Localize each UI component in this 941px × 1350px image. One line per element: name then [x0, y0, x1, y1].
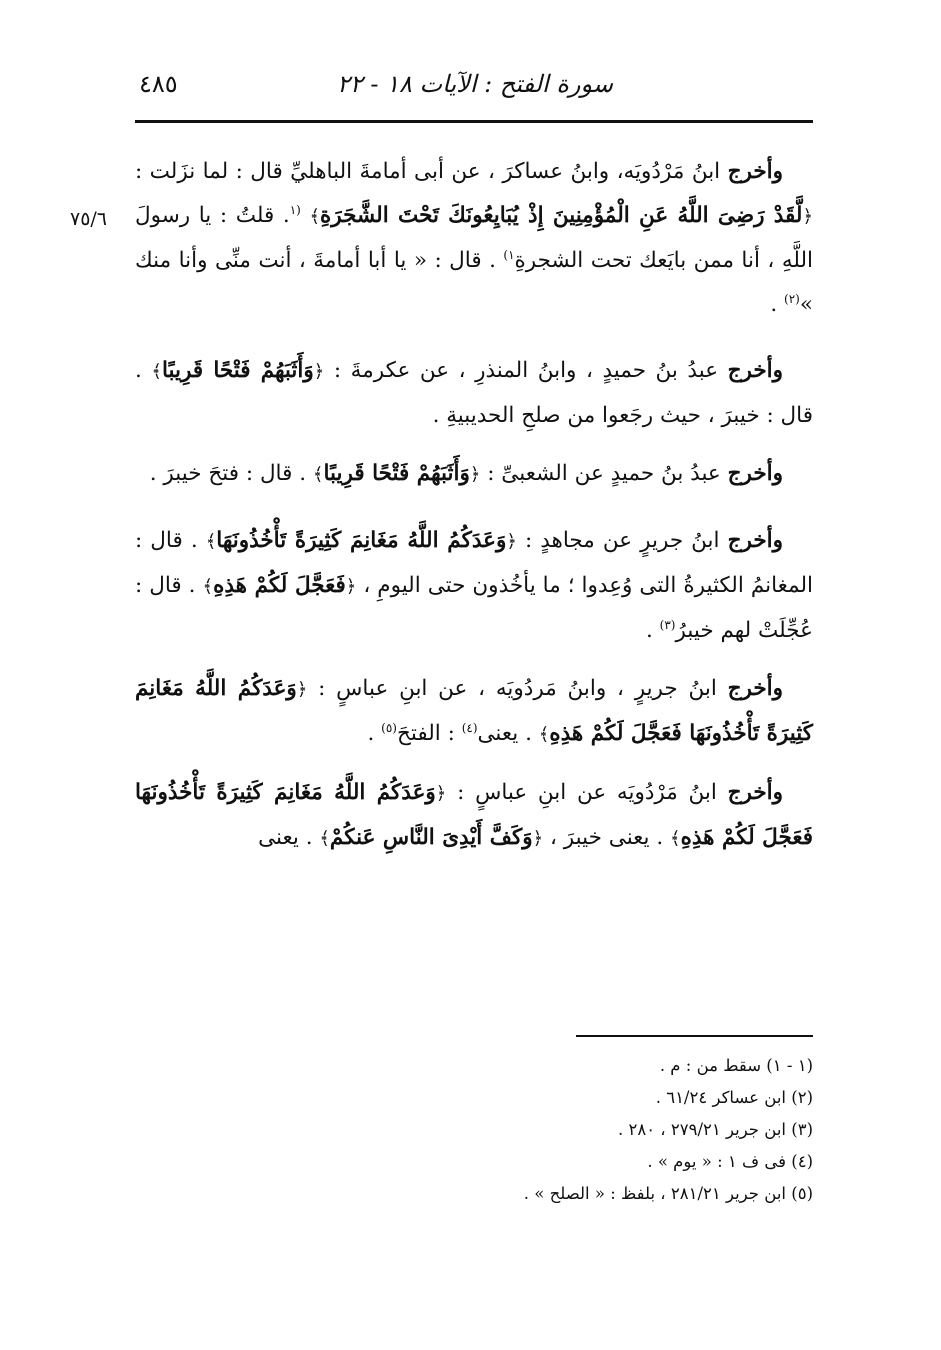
footnotes [135, 1050, 813, 1210]
verse-text: لَّقَدْ رَضِىَ اللَّهُ عَنِ الْمُؤْمِنِينَ إِذْ يُبَايِعُونَكَ تَحْتَ الشَّجَرَةِ [319, 203, 803, 228]
margin-reference: ٧٥/٦ [70, 208, 108, 230]
paragraph-6 [135, 771, 813, 861]
paragraph-3 [135, 452, 813, 497]
verse-ornament-close: ﴾ [670, 828, 681, 849]
footnote-marker: (١ [289, 202, 301, 217]
footnote-4: (٤) فى ف ١ : « يوم » . [647, 1152, 813, 1171]
paragraph-4 [135, 519, 813, 653]
footnote-rule [576, 1035, 813, 1037]
paragraph-text: . قال : خيبرَ ، حيث رجَعوا من صلحِ الحديبيةِ . [135, 358, 813, 428]
paragraph-text: ابنُ جريرٍ عن مجاهدٍ : [524, 528, 720, 553]
verse-text: وَكَفَّ أَيْدِىَ النَّاسِ عَنكُمْ [329, 825, 533, 850]
verse-ornament-close: ﴾ [151, 361, 162, 382]
quran-verse [313, 461, 480, 486]
page-number: ٤٨٥ [139, 70, 178, 98]
verse-ornament-open: ﴿ [296, 679, 308, 700]
verse-ornament-open: ﴿ [469, 464, 481, 485]
paragraph-text: : الفتحَ [396, 721, 455, 746]
verse-text: وَعَدَكُمُ اللَّهُ مَغَانِمَ كَثِيرَةً تَأْخُذُونَهَا فَعَجَّلَ لَكُمْ هَذِهِ [135, 780, 813, 850]
paragraph-text: . [645, 618, 653, 643]
verse-ornament-open: ﴿ [532, 828, 544, 849]
paragraph-text: عبدُ بنُ حميدٍ ، وابنُ المنذرِ ، عن عكرمةَ : [333, 358, 719, 383]
footnote-2: (٢) ابن عساكر ٦١/٢٤ . [655, 1088, 813, 1107]
footnote-3: (٣) ابن جرير ٢٧٩/٢١ ، ٢٨٠ . [617, 1120, 813, 1139]
paragraph-1 [135, 150, 813, 327]
quran-verse [309, 203, 813, 228]
footnote-1: (١ - ١) سقط من : م . [659, 1056, 813, 1075]
running-title: سورة الفتح : الآيات ١٨ - ٢٢ [336, 70, 613, 98]
paragraph-lead: وأخرج [727, 528, 783, 553]
verse-ornament-open: ﴿ [802, 206, 813, 227]
footnote-5: (٥) ابن جرير ٢٨١/٢١ ، بلفظ : « الصلح » . [523, 1184, 813, 1203]
paragraph-text: . قلتُ : يا رسولَ اللَّهِ ، أنا ممن بايَعك تحت الشجرةِ [135, 203, 813, 273]
paragraph-lead: وأخرج [727, 358, 783, 383]
header-rule [135, 120, 813, 123]
verse-ornament-open: ﴿ [435, 783, 447, 804]
footnote-marker: (٤) [461, 720, 478, 735]
paragraph-2 [135, 349, 813, 438]
quran-verse [206, 528, 517, 553]
verse-ornament-open: ﴿ [345, 576, 357, 597]
verse-ornament-close: ﴾ [309, 206, 320, 227]
paragraph-text: . قال : المغانمُ الكثيرةُ التى وُعِدوا ؛ ما يأخُذون حتى اليومِ ، [135, 528, 813, 598]
main-text [135, 150, 813, 861]
paragraph-text: . يعنى [258, 825, 313, 850]
footnote-marker: (٣) [659, 617, 676, 632]
paragraph-lead: وأخرج [727, 676, 784, 701]
paragraph-text: . [770, 292, 778, 317]
verse-text: وَأَثَبَهُمْ فَتْحًا قَرِيبًا [323, 461, 470, 486]
verse-ornament-close: ﴾ [312, 464, 324, 485]
paragraph-text: . قال : عُجِّلَتْ لهم خيبرُ [135, 573, 813, 643]
verse-ornament-open: ﴿ [506, 531, 517, 552]
quran-verse [151, 358, 324, 383]
paragraph-lead: وأخرج [727, 780, 783, 805]
verse-text: وَعَدَكُمُ اللَّهُ مَغَانِمَ كَثِيرَةً تَأْخُذُونَهَا فَعَجَّلَ لَكُمْ هَذِهِ [135, 676, 813, 746]
paragraph-text: ابنُ مَرْدُويَه عن ابنِ عباسٍ : [457, 780, 717, 805]
footnote-marker: (٢) [784, 291, 800, 306]
verse-ornament-close: ﴾ [319, 828, 330, 849]
paragraph-text: عبدُ بنُ حميدٍ عن الشعبىِّ : [487, 461, 721, 486]
page-header [135, 58, 813, 118]
paragraph-lead: وأخرج [727, 461, 783, 486]
paragraph-5 [135, 667, 813, 757]
paragraph-text: . يعنى [477, 721, 532, 746]
paragraph-text: . [367, 721, 375, 746]
verse-ornament-close: ﴾ [202, 576, 214, 597]
verse-ornament-open: ﴿ [313, 361, 325, 382]
footnote-marker: (٥) [381, 720, 397, 735]
verse-ornament-close: ﴾ [205, 531, 217, 552]
verse-ornament-close: ﴾ [538, 724, 550, 745]
paragraph-text: ابنُ جريرٍ ، وابنُ مَردُويَه ، عن ابنِ عباسٍ : [318, 676, 717, 701]
verse-text: فَعَجَّلَ لَكُمْ هَذِهِ [213, 573, 346, 598]
quran-verse [319, 825, 543, 850]
paragraph-text: . يعنى خيبرَ ، [550, 825, 664, 850]
verse-text: وَعَدَكُمُ اللَّهُ مَغَانِمَ كَثِيرَةً تَأْخُذُونَهَا [216, 528, 507, 553]
paragraph-text: ابنُ مَرْدُويَه، وابنُ عساكرَ ، عن أبى أمامةَ الباهليِّ قال : لما نزَلت : [135, 159, 721, 184]
paragraph-lead: وأخرج [727, 159, 783, 184]
quran-verse [203, 573, 357, 598]
paragraph-text: . قال : « يا أبا أمامةَ ، أنت منِّى وأنا منك » [135, 248, 813, 317]
footnote-marker: ١) [503, 247, 515, 262]
verse-text: وَأَثَبَهُمْ فَتْحًا قَرِيبًا [161, 358, 314, 383]
paragraph-text: . قال : فتحَ خيبرَ . [149, 461, 307, 486]
